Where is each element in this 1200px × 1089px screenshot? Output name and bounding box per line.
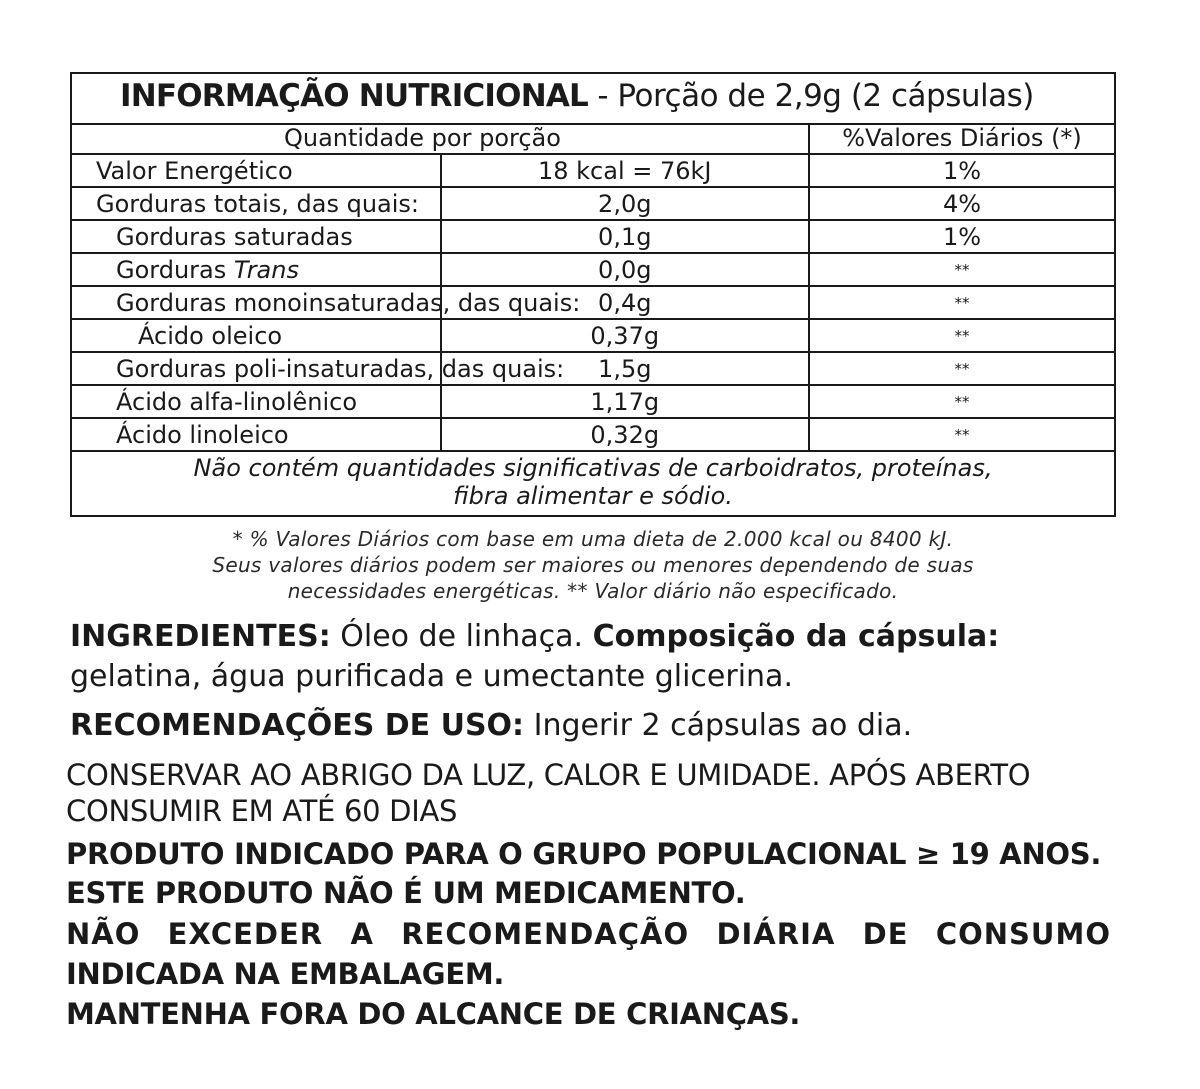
table-header-row (72, 123, 1114, 154)
row-name-prefix: Gorduras (116, 255, 234, 284)
not-specified-marker: ** (954, 294, 970, 312)
not-significant-note (72, 451, 1114, 512)
table-row (72, 286, 1114, 319)
table-row (72, 352, 1114, 385)
footnote-line: Seus valores diários podem ser maiores ou menores dependendo de suas (212, 553, 974, 577)
not-specified-marker: ** (954, 393, 970, 411)
table-row (72, 319, 1114, 352)
row-daily-value: 1% (809, 220, 1114, 253)
row-daily-value (809, 352, 1114, 385)
note-line: Não contém quantidades significativas de carboidratos, proteínas, (193, 454, 993, 482)
row-name: Ácido oleico (72, 319, 441, 352)
table-row (72, 385, 1114, 418)
row-daily-value (809, 418, 1114, 451)
header-quantity: Quantidade por porção (72, 123, 809, 154)
row-name: Gorduras totais, das quais: (72, 187, 441, 220)
nutrition-title (120, 78, 1034, 114)
row-name: Ácido alfa-linolênico (72, 385, 441, 418)
storage-instructions (66, 757, 1126, 829)
footnote-line: necessidades energéticas. ** Valor diário não especificado. (287, 579, 899, 603)
row-daily-value (809, 385, 1114, 418)
row-name: Valor Energético (72, 154, 441, 187)
warning-keep-from-children: MANTENHA FORA DO ALCANCE DE CRIANÇAS. (66, 997, 801, 1031)
row-name: Gorduras monoinsaturadas, das quais: (72, 286, 441, 319)
storage-line: CONSUMIR EM ATÉ 60 DIAS (66, 794, 458, 828)
nutrition-facts-box (70, 72, 1116, 517)
header-daily-values: %Valores Diários (*) (809, 123, 1114, 154)
row-daily-value: 4% (809, 187, 1114, 220)
nutrition-table (72, 123, 1114, 512)
not-specified-marker: ** (954, 360, 970, 378)
ingredients-section (70, 617, 1130, 697)
row-name-italic: Trans (233, 255, 299, 284)
warning-not-medicine: ESTE PRODUTO NÃO É UM MEDICAMENTO. (66, 876, 746, 910)
row-quantity: 1,17g (441, 385, 810, 418)
nutrition-title-bold: INFORMAÇÃO NUTRICIONAL (120, 78, 589, 114)
not-specified-marker: ** (954, 261, 970, 279)
note-line: fibra alimentar e sódio. (453, 482, 733, 510)
row-quantity: 0,37g (441, 319, 810, 352)
row-quantity: 0,32g (441, 418, 810, 451)
warning-age-group: PRODUTO INDICADO PARA O GRUPO POPULACIONAL ≥ 19 ANOS. (66, 837, 1102, 871)
row-quantity: 0,4g (441, 286, 810, 319)
warning-do-not-exceed: NÃO EXCEDER A RECOMENDAÇÃO DIÁRIA DE CONSUMO (66, 917, 1111, 951)
table-row (72, 187, 1114, 220)
recommendations-text: Ingerir 2 cápsulas ao dia. (524, 708, 913, 743)
warning-do-not-exceed-cont: INDICADA NA EMBALAGEM. (66, 957, 505, 991)
row-quantity: 0,0g (441, 253, 810, 286)
table-note-row (72, 451, 1114, 512)
row-name: Gorduras poli-insaturadas, das quais: (72, 352, 441, 385)
row-daily-value (809, 253, 1114, 286)
nutrition-title-row (72, 74, 1114, 125)
storage-line: CONSERVAR AO ABRIGO DA LUZ, CALOR E UMIDADE. APÓS ABERTO (66, 758, 1031, 792)
not-specified-marker: ** (954, 426, 970, 444)
nutrition-title-serving: - Porção de 2,9g (2 cápsulas) (588, 78, 1034, 114)
table-row (72, 154, 1114, 187)
capsule-composition-text: gelatina, água purificada e umectante glicerina. (70, 659, 793, 694)
not-specified-marker: ** (954, 327, 970, 345)
row-name: Ácido linoleico (72, 418, 441, 451)
recommendations-section (70, 706, 1130, 746)
row-quantity: 18 kcal = 76kJ (441, 154, 810, 187)
row-daily-value (809, 286, 1114, 319)
row-quantity: 0,1g (441, 220, 810, 253)
table-row (72, 220, 1114, 253)
ingredients-line (70, 617, 1130, 657)
daily-values-footnote (70, 526, 1116, 604)
recommendations-label: RECOMENDAÇÕES DE USO: (70, 708, 525, 743)
footnote-line: * % Valores Diários com base em uma dieta de 2.000 kcal ou 8400 kJ. (232, 527, 954, 551)
row-name (72, 253, 441, 286)
ingredients-text: Óleo de linhaça. (330, 619, 593, 654)
table-row (72, 418, 1114, 451)
ingredients-label: INGREDIENTES: (70, 619, 331, 654)
row-daily-value: 1% (809, 154, 1114, 187)
row-quantity: 2,0g (441, 187, 810, 220)
table-row (72, 253, 1114, 286)
row-name: Gorduras saturadas (72, 220, 441, 253)
row-quantity: 1,5g (441, 352, 810, 385)
capsule-composition-label: Composição da cápsula: (592, 619, 1000, 654)
row-daily-value (809, 319, 1114, 352)
